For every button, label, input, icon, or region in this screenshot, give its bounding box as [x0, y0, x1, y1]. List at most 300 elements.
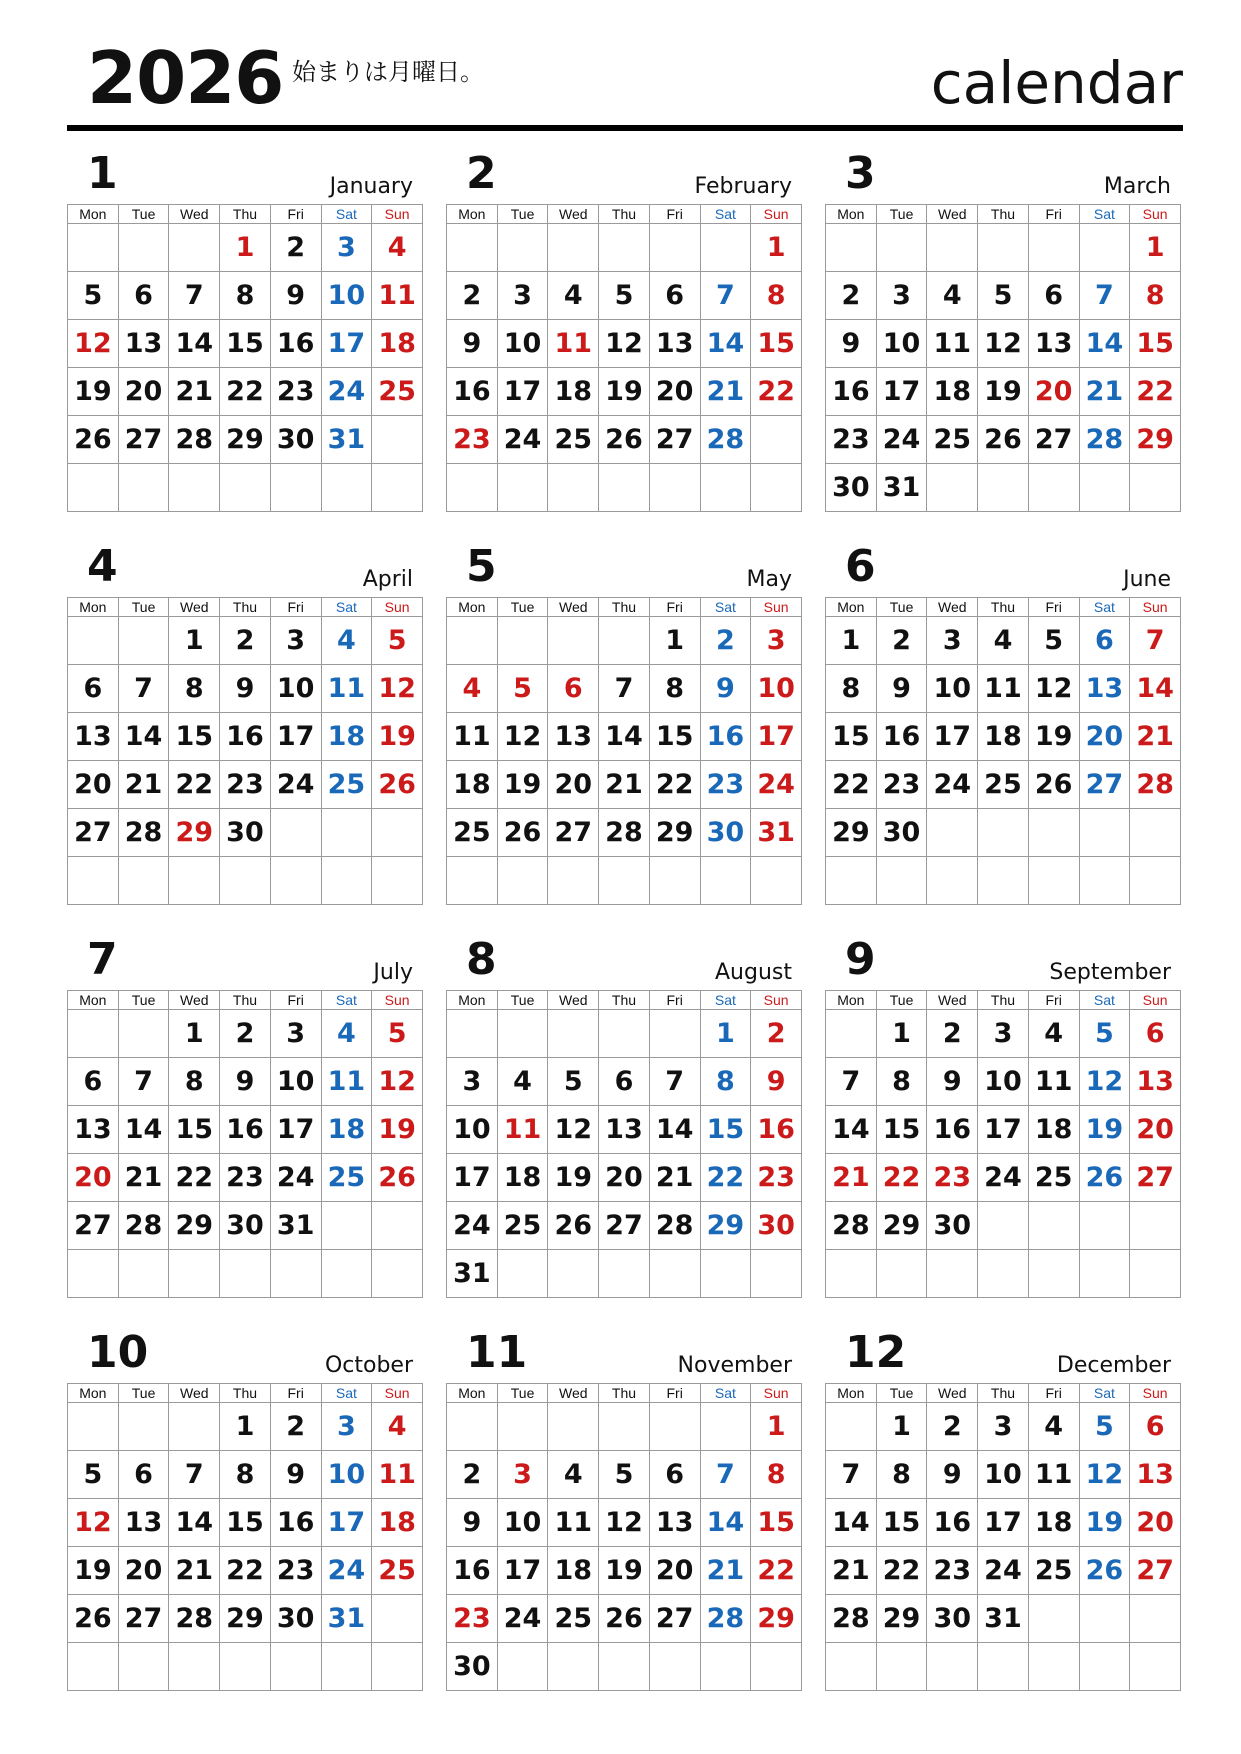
empty-cell — [118, 1403, 169, 1451]
empty-cell — [220, 464, 271, 512]
empty-cell — [169, 1643, 220, 1691]
weekday-wed: Wed — [927, 598, 978, 617]
day-cell: 29 — [876, 1595, 927, 1643]
empty-cell — [826, 1010, 877, 1058]
month-october — [67, 1329, 423, 1691]
week-row — [826, 665, 1181, 713]
day-cell: 29 — [649, 809, 700, 857]
day-cell: 22 — [220, 368, 271, 416]
empty-cell — [68, 224, 119, 272]
day-cell: 23 — [220, 761, 271, 809]
day-cell: 2 — [700, 617, 751, 665]
month-number: 12 — [845, 1327, 907, 1378]
empty-cell — [649, 1010, 700, 1058]
day-cell: 11 — [321, 1058, 372, 1106]
weekday-sat: Sat — [321, 991, 372, 1010]
week-row — [447, 1451, 802, 1499]
weekday-mon: Mon — [447, 598, 498, 617]
empty-cell — [447, 857, 498, 905]
day-cell: 24 — [270, 761, 321, 809]
day-cell: 9 — [447, 1499, 498, 1547]
week-row — [447, 1154, 802, 1202]
day-cell: 10 — [876, 320, 927, 368]
weekday-sat: Sat — [1079, 991, 1130, 1010]
weekday-mon: Mon — [826, 598, 877, 617]
day-cell: 22 — [220, 1547, 271, 1595]
month-header — [446, 150, 802, 204]
week-row — [826, 1250, 1181, 1298]
day-cell: 22 — [1130, 368, 1181, 416]
day-cell: 3 — [927, 617, 978, 665]
day-cell: 25 — [548, 416, 599, 464]
weekday-fri: Fri — [1028, 1384, 1079, 1403]
empty-cell — [978, 1250, 1029, 1298]
day-cell: 25 — [321, 1154, 372, 1202]
weekday-fri: Fri — [270, 1384, 321, 1403]
empty-cell — [1079, 1202, 1130, 1250]
weekday-sun: Sun — [1130, 991, 1181, 1010]
day-cell: 26 — [68, 1595, 119, 1643]
empty-cell — [270, 1250, 321, 1298]
empty-cell — [548, 1403, 599, 1451]
day-cell: 16 — [876, 713, 927, 761]
day-cell: 28 — [118, 1202, 169, 1250]
week-row — [68, 1499, 423, 1547]
empty-cell — [1079, 1250, 1130, 1298]
week-row — [826, 272, 1181, 320]
day-cell: 10 — [978, 1451, 1029, 1499]
weekday-tue: Tue — [118, 991, 169, 1010]
day-cell: 17 — [321, 1499, 372, 1547]
day-cell: 8 — [876, 1451, 927, 1499]
month-grid — [825, 1383, 1181, 1691]
empty-cell — [1130, 1202, 1181, 1250]
day-cell: 2 — [220, 617, 271, 665]
empty-cell — [751, 464, 802, 512]
day-cell: 21 — [169, 368, 220, 416]
week-row — [826, 1010, 1181, 1058]
weekday-mon: Mon — [447, 1384, 498, 1403]
day-cell: 5 — [599, 1451, 650, 1499]
empty-cell — [321, 857, 372, 905]
day-cell: 10 — [447, 1106, 498, 1154]
day-cell: 9 — [927, 1451, 978, 1499]
weekday-tue: Tue — [118, 1384, 169, 1403]
week-row — [68, 809, 423, 857]
day-cell: 11 — [497, 1106, 548, 1154]
month-number: 8 — [466, 934, 497, 985]
month-grid — [825, 597, 1181, 905]
day-cell: 8 — [649, 665, 700, 713]
weekday-tue: Tue — [876, 1384, 927, 1403]
day-cell: 7 — [169, 1451, 220, 1499]
weekday-fri: Fri — [1028, 991, 1079, 1010]
empty-cell — [321, 1643, 372, 1691]
weekday-fri: Fri — [270, 991, 321, 1010]
week-row — [68, 617, 423, 665]
week-row — [826, 1154, 1181, 1202]
day-cell: 6 — [1028, 272, 1079, 320]
empty-cell — [1079, 1643, 1130, 1691]
day-cell: 9 — [270, 272, 321, 320]
day-cell: 22 — [649, 761, 700, 809]
empty-cell — [1079, 857, 1130, 905]
day-cell: 26 — [1028, 761, 1079, 809]
day-cell: 24 — [270, 1154, 321, 1202]
day-cell: 9 — [927, 1058, 978, 1106]
empty-cell — [548, 1010, 599, 1058]
empty-cell — [321, 1202, 372, 1250]
empty-cell — [599, 224, 650, 272]
day-cell: 1 — [169, 617, 220, 665]
weekday-wed: Wed — [169, 598, 220, 617]
empty-cell — [599, 1643, 650, 1691]
day-cell: 20 — [118, 1547, 169, 1595]
empty-cell — [599, 617, 650, 665]
day-cell: 13 — [599, 1106, 650, 1154]
weekday-tue: Tue — [497, 1384, 548, 1403]
day-cell: 25 — [372, 1547, 423, 1595]
day-cell: 31 — [321, 1595, 372, 1643]
day-cell: 26 — [599, 416, 650, 464]
empty-cell — [1130, 809, 1181, 857]
day-cell: 21 — [169, 1547, 220, 1595]
day-cell: 23 — [447, 1595, 498, 1643]
week-row — [68, 857, 423, 905]
empty-cell — [372, 1643, 423, 1691]
day-cell: 24 — [321, 368, 372, 416]
day-cell: 28 — [700, 416, 751, 464]
day-cell: 31 — [321, 416, 372, 464]
day-cell: 6 — [1130, 1010, 1181, 1058]
day-cell: 28 — [1130, 761, 1181, 809]
month-header — [67, 1329, 423, 1383]
empty-cell — [68, 857, 119, 905]
empty-cell — [978, 464, 1029, 512]
day-cell: 30 — [447, 1643, 498, 1691]
empty-cell — [978, 809, 1029, 857]
weekday-mon: Mon — [68, 991, 119, 1010]
day-cell: 15 — [876, 1106, 927, 1154]
day-cell: 28 — [826, 1595, 877, 1643]
month-name: August — [715, 960, 792, 985]
day-cell: 30 — [927, 1595, 978, 1643]
day-cell: 3 — [321, 1403, 372, 1451]
day-cell: 15 — [169, 713, 220, 761]
weekday-thu: Thu — [220, 205, 271, 224]
day-cell: 16 — [927, 1106, 978, 1154]
day-cell: 26 — [68, 416, 119, 464]
weekday-fri: Fri — [649, 205, 700, 224]
day-cell: 24 — [497, 1595, 548, 1643]
weekday-mon: Mon — [826, 205, 877, 224]
weekday-sun: Sun — [372, 598, 423, 617]
empty-cell — [649, 224, 700, 272]
weekday-wed: Wed — [169, 1384, 220, 1403]
weekday-tue: Tue — [497, 991, 548, 1010]
week-row — [826, 368, 1181, 416]
empty-cell — [826, 1250, 877, 1298]
month-march — [825, 150, 1181, 512]
day-cell: 1 — [751, 224, 802, 272]
day-cell: 20 — [1130, 1106, 1181, 1154]
weekday-sun: Sun — [372, 991, 423, 1010]
empty-cell — [1028, 809, 1079, 857]
day-cell: 22 — [876, 1154, 927, 1202]
calendar-header — [67, 30, 1183, 130]
month-name: March — [1103, 174, 1171, 199]
day-cell: 6 — [548, 665, 599, 713]
week-row — [447, 1643, 802, 1691]
day-cell: 15 — [220, 320, 271, 368]
header-rule — [67, 125, 1183, 131]
day-cell: 2 — [220, 1010, 271, 1058]
day-cell: 30 — [270, 1595, 321, 1643]
day-cell: 8 — [826, 665, 877, 713]
weekday-sun: Sun — [751, 205, 802, 224]
day-cell: 16 — [447, 1547, 498, 1595]
empty-cell — [927, 1643, 978, 1691]
day-cell: 11 — [1028, 1058, 1079, 1106]
week-row — [68, 1106, 423, 1154]
day-cell: 1 — [220, 1403, 271, 1451]
day-cell: 14 — [826, 1106, 877, 1154]
day-cell: 18 — [1028, 1499, 1079, 1547]
empty-cell — [548, 857, 599, 905]
day-cell: 14 — [700, 1499, 751, 1547]
empty-cell — [1130, 1643, 1181, 1691]
day-cell: 3 — [876, 272, 927, 320]
day-cell: 27 — [599, 1202, 650, 1250]
day-cell: 1 — [876, 1403, 927, 1451]
day-cell: 26 — [978, 416, 1029, 464]
day-cell: 25 — [1028, 1547, 1079, 1595]
week-row — [68, 1451, 423, 1499]
weekday-thu: Thu — [978, 991, 1029, 1010]
day-cell: 11 — [447, 713, 498, 761]
day-cell: 28 — [118, 809, 169, 857]
month-january — [67, 150, 423, 512]
day-cell: 28 — [1079, 416, 1130, 464]
day-cell: 8 — [700, 1058, 751, 1106]
day-cell: 18 — [548, 368, 599, 416]
week-row — [447, 368, 802, 416]
day-cell: 19 — [599, 1547, 650, 1595]
day-cell: 19 — [548, 1154, 599, 1202]
month-number: 2 — [466, 148, 497, 199]
week-row — [68, 1202, 423, 1250]
weekday-mon: Mon — [447, 205, 498, 224]
day-cell: 3 — [270, 617, 321, 665]
day-cell: 3 — [978, 1010, 1029, 1058]
empty-cell — [700, 464, 751, 512]
empty-cell — [599, 857, 650, 905]
week-row — [826, 1106, 1181, 1154]
weekday-sat: Sat — [700, 598, 751, 617]
day-cell: 31 — [978, 1595, 1029, 1643]
day-cell: 1 — [220, 224, 271, 272]
day-cell: 22 — [876, 1547, 927, 1595]
weekday-sat: Sat — [1079, 598, 1130, 617]
week-row — [68, 1154, 423, 1202]
empty-cell — [321, 809, 372, 857]
day-cell: 24 — [927, 761, 978, 809]
day-cell: 29 — [1130, 416, 1181, 464]
day-cell: 23 — [700, 761, 751, 809]
day-cell: 20 — [68, 761, 119, 809]
empty-cell — [700, 857, 751, 905]
month-april — [67, 543, 423, 905]
month-header — [825, 936, 1181, 990]
empty-cell — [68, 1403, 119, 1451]
day-cell: 26 — [372, 1154, 423, 1202]
week-row — [826, 1547, 1181, 1595]
day-cell: 13 — [1079, 665, 1130, 713]
day-cell: 25 — [497, 1202, 548, 1250]
day-cell: 12 — [372, 1058, 423, 1106]
empty-cell — [169, 224, 220, 272]
week-row — [447, 464, 802, 512]
day-cell: 11 — [978, 665, 1029, 713]
weekday-fri: Fri — [649, 598, 700, 617]
day-cell: 18 — [321, 1106, 372, 1154]
weekday-mon: Mon — [68, 598, 119, 617]
empty-cell — [978, 1643, 1029, 1691]
day-cell: 6 — [118, 272, 169, 320]
day-cell: 29 — [876, 1202, 927, 1250]
month-name: October — [324, 1353, 413, 1378]
empty-cell — [447, 1403, 498, 1451]
day-cell: 14 — [599, 713, 650, 761]
day-cell: 17 — [927, 713, 978, 761]
empty-cell — [548, 617, 599, 665]
day-cell: 25 — [927, 416, 978, 464]
week-row — [68, 1058, 423, 1106]
week-row — [447, 416, 802, 464]
week-row — [68, 1643, 423, 1691]
year-title: 2026 — [87, 36, 284, 120]
week-row — [68, 464, 423, 512]
week-row — [447, 272, 802, 320]
day-cell: 30 — [700, 809, 751, 857]
month-number: 6 — [845, 541, 876, 592]
day-cell: 23 — [927, 1154, 978, 1202]
empty-cell — [649, 464, 700, 512]
day-cell: 13 — [649, 320, 700, 368]
empty-cell — [700, 1403, 751, 1451]
month-grid — [67, 204, 423, 512]
day-cell: 4 — [497, 1058, 548, 1106]
weekday-wed: Wed — [927, 1384, 978, 1403]
day-cell: 7 — [700, 272, 751, 320]
month-header — [446, 936, 802, 990]
day-cell: 17 — [978, 1499, 1029, 1547]
empty-cell — [497, 1643, 548, 1691]
month-name: January — [329, 174, 413, 199]
weekday-tue: Tue — [118, 205, 169, 224]
week-row — [447, 320, 802, 368]
week-row — [68, 713, 423, 761]
month-name: May — [746, 567, 792, 592]
day-cell: 30 — [270, 416, 321, 464]
day-cell: 19 — [599, 368, 650, 416]
day-cell: 9 — [826, 320, 877, 368]
day-cell: 29 — [169, 1202, 220, 1250]
day-cell: 14 — [826, 1499, 877, 1547]
day-cell: 18 — [548, 1547, 599, 1595]
day-cell: 28 — [700, 1595, 751, 1643]
day-cell: 15 — [876, 1499, 927, 1547]
day-cell: 1 — [649, 617, 700, 665]
day-cell: 31 — [751, 809, 802, 857]
day-cell: 7 — [700, 1451, 751, 1499]
day-cell: 14 — [118, 1106, 169, 1154]
day-cell: 31 — [876, 464, 927, 512]
month-name: July — [373, 960, 413, 985]
empty-cell — [548, 464, 599, 512]
day-cell: 15 — [700, 1106, 751, 1154]
day-cell: 2 — [826, 272, 877, 320]
day-cell: 9 — [700, 665, 751, 713]
day-cell: 14 — [649, 1106, 700, 1154]
day-cell: 12 — [1079, 1058, 1130, 1106]
day-cell: 22 — [169, 761, 220, 809]
day-cell: 24 — [447, 1202, 498, 1250]
day-cell: 4 — [321, 1010, 372, 1058]
empty-cell — [497, 1010, 548, 1058]
day-cell: 2 — [927, 1403, 978, 1451]
day-cell: 5 — [599, 272, 650, 320]
empty-cell — [270, 857, 321, 905]
month-number: 4 — [87, 541, 118, 592]
day-cell: 9 — [270, 1451, 321, 1499]
day-cell: 14 — [1130, 665, 1181, 713]
day-cell: 15 — [220, 1499, 271, 1547]
week-row — [68, 416, 423, 464]
weekday-tue: Tue — [876, 205, 927, 224]
month-grid — [825, 204, 1181, 512]
week-row — [447, 665, 802, 713]
weekday-wed: Wed — [169, 991, 220, 1010]
day-cell: 21 — [118, 1154, 169, 1202]
day-cell: 17 — [270, 1106, 321, 1154]
weekday-tue: Tue — [876, 991, 927, 1010]
day-cell: 1 — [1130, 224, 1181, 272]
day-cell: 27 — [649, 1595, 700, 1643]
day-cell: 23 — [927, 1547, 978, 1595]
day-cell: 21 — [649, 1154, 700, 1202]
week-row — [68, 761, 423, 809]
weekday-sat: Sat — [321, 1384, 372, 1403]
day-cell: 6 — [599, 1058, 650, 1106]
day-cell: 24 — [497, 416, 548, 464]
day-cell: 5 — [68, 1451, 119, 1499]
empty-cell — [876, 1250, 927, 1298]
empty-cell — [927, 224, 978, 272]
empty-cell — [118, 1010, 169, 1058]
month-grid — [67, 990, 423, 1298]
week-row — [826, 320, 1181, 368]
day-cell: 11 — [548, 320, 599, 368]
weekday-thu: Thu — [599, 991, 650, 1010]
day-cell: 10 — [270, 1058, 321, 1106]
day-cell: 12 — [1028, 665, 1079, 713]
weekday-sun: Sun — [751, 1384, 802, 1403]
day-cell: 19 — [978, 368, 1029, 416]
day-cell: 17 — [497, 1547, 548, 1595]
weekday-tue: Tue — [118, 598, 169, 617]
day-cell: 7 — [826, 1058, 877, 1106]
